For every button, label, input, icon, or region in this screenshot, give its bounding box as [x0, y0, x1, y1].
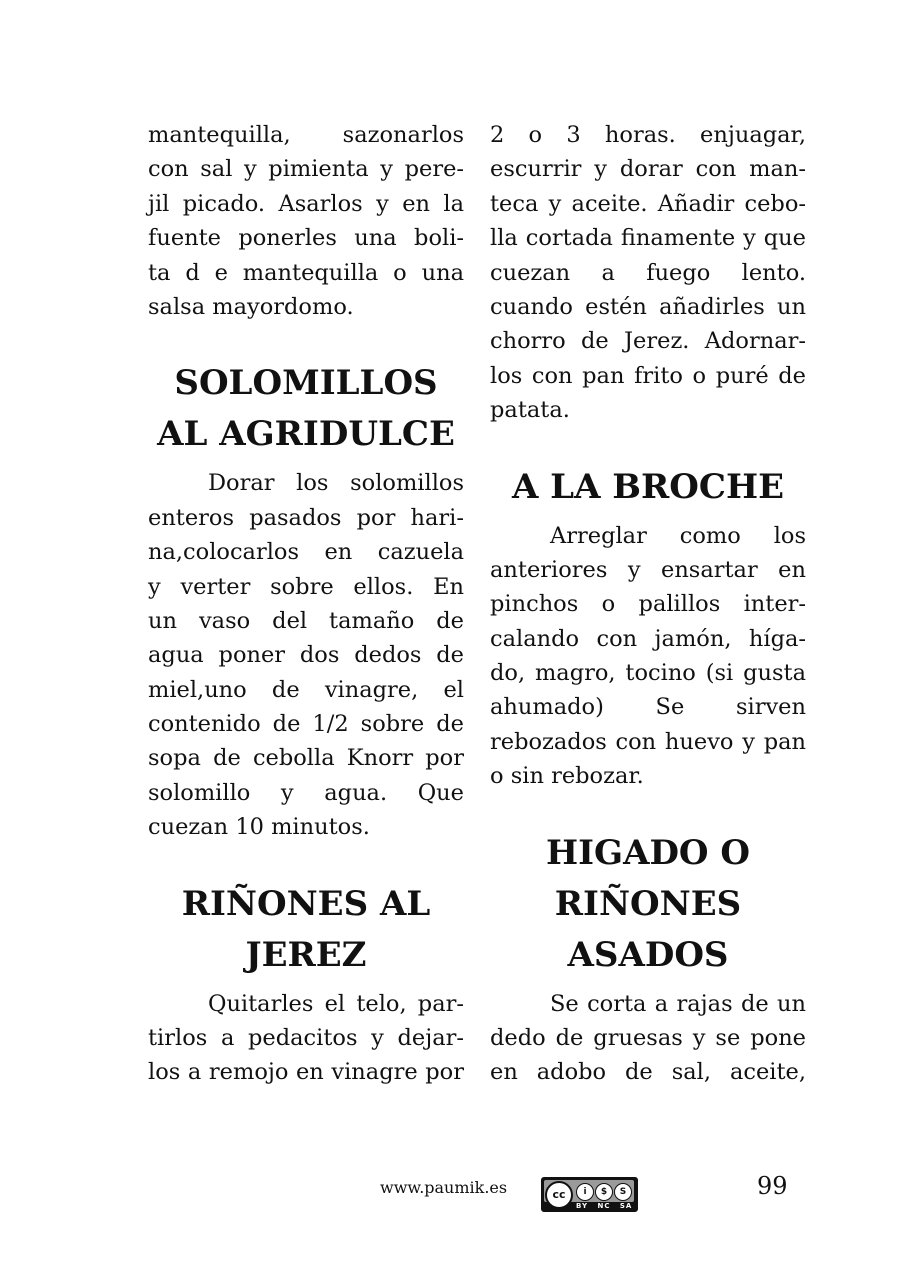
text-line: solomillo y agua. Que	[148, 779, 464, 806]
text-line: con sal y pimienta y pere-	[148, 156, 464, 183]
text-line: 2 o 3 horas. enjuagar,	[490, 122, 806, 148]
sharealike-icon: S	[614, 1183, 632, 1201]
text-line: pinchos o palillos inter-	[490, 591, 806, 618]
text-line: jil picado. Asarlos y en la	[148, 190, 464, 217]
text-line: agua poner dos dedos de	[148, 642, 464, 669]
text-line: contenido de 1/2 sobre de	[148, 711, 464, 738]
cc-icon: cc	[545, 1181, 573, 1209]
text-line: mantequilla, sazonarlos	[148, 122, 464, 148]
recipe-body-rinones-jerez	[148, 987, 464, 1090]
text-line: teca y aceite. Añadir cebo-	[490, 190, 806, 217]
right-column	[490, 118, 806, 1090]
intro-paragraph	[490, 118, 806, 428]
text-line: o sin rebozar.	[490, 763, 644, 790]
footer-url: www.paumik.es	[380, 1178, 508, 1197]
text-line: dedo de gruesas y se pone	[490, 1025, 806, 1052]
recipe-heading-broche	[490, 462, 806, 513]
heading-line: SOLOMILLOS	[174, 363, 438, 404]
text-line: anteriores y ensartar en	[490, 556, 806, 583]
recipe-heading-rinones-jerez	[148, 879, 464, 981]
text-line: enteros pasados por hari-	[148, 504, 464, 531]
license-terms: BY NC SA	[576, 1202, 633, 1210]
heading-line: AL AGRIDULCE	[157, 414, 455, 455]
heading-line: HIGADO O	[546, 832, 750, 873]
text-line: patata.	[490, 397, 570, 424]
text-line: ta d e mantequilla o una	[148, 259, 464, 286]
recipe-heading-solomillos	[148, 358, 464, 460]
recipe-body-higado	[490, 987, 806, 1090]
text-line: los con pan frito o puré de	[490, 362, 806, 389]
recipe-body-broche	[490, 519, 806, 794]
text-line: Dorar los solomillos	[208, 470, 464, 497]
text-line: do, magro, tocino (si gusta	[490, 660, 806, 687]
attribution-icon: i	[576, 1183, 594, 1201]
text-line: en adobo de sal, aceite,	[490, 1059, 806, 1086]
text-line: Arreglar como los	[550, 522, 806, 549]
recipe-body-solomillos	[148, 466, 464, 844]
text-line: y verter sobre ellos. En	[148, 573, 464, 600]
text-line: chorro de Jerez. Adornar-	[490, 328, 806, 355]
text-line: cuando estén añadirles un	[490, 293, 806, 320]
intro-paragraph	[148, 118, 464, 324]
text-line: ahumado) Se sirven	[490, 694, 806, 721]
text-line: miel,uno de vinagre, el	[148, 676, 464, 703]
text-line: tirlos a pedacitos y dejar-	[148, 1025, 464, 1052]
cc-license-badge	[541, 1177, 638, 1212]
heading-line: JEREZ	[245, 934, 367, 975]
text-line: Se corta a rajas de un	[550, 990, 806, 1017]
heading-line: ASADOS	[567, 934, 729, 975]
text-line: un vaso del tamaño de	[148, 607, 464, 634]
text-line: calando con jamón, híga-	[490, 625, 806, 652]
text-line: sopa de cebolla Knorr por	[148, 745, 464, 772]
text-line: cuezan a fuego lento.	[490, 259, 806, 286]
text-line: na,colocarlos en cazuela	[148, 539, 464, 566]
text-line: rebozados con huevo y pan	[490, 728, 806, 755]
recipe-heading-higado	[490, 828, 806, 981]
heading-line: A LA BROCHE	[511, 466, 785, 507]
heading-line: RIÑONES AL	[181, 883, 431, 924]
left-column	[148, 118, 464, 1090]
text-line: lla cortada finamente y que	[490, 225, 806, 252]
page-number: 99	[757, 1172, 788, 1200]
text-line: escurrir y dorar con man-	[490, 156, 806, 183]
noncommercial-icon: $	[595, 1183, 613, 1201]
text-line: cuezan 10 minutos.	[148, 814, 370, 841]
heading-line: RIÑONES	[554, 883, 742, 924]
text-line: salsa mayordomo.	[148, 293, 354, 320]
text-line: Quitarles el telo, par-	[208, 990, 464, 1017]
text-line: los a remojo en vinagre por	[148, 1059, 464, 1086]
text-line: fuente ponerles una boli-	[148, 225, 464, 252]
